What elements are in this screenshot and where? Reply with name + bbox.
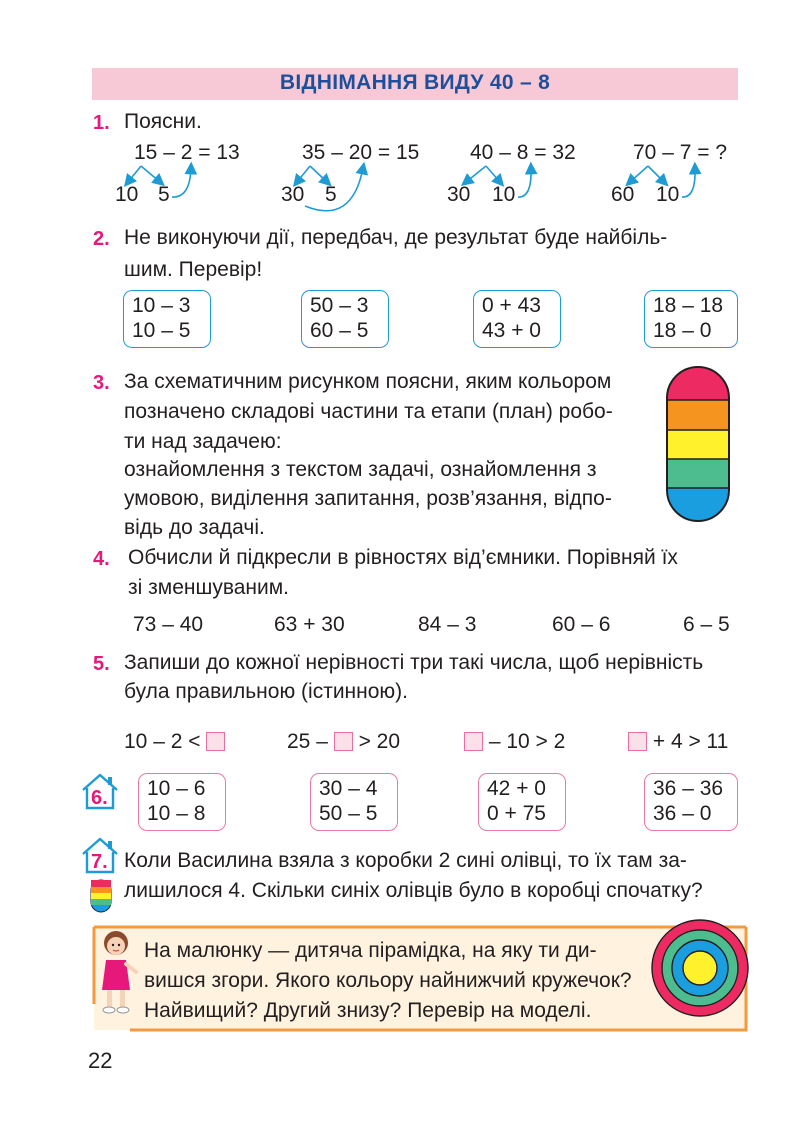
task3-line: ти над задачею: bbox=[124, 430, 282, 453]
task5-text-line1: Запиши до кожної нерівності три такі числа, щоб нерівність bbox=[124, 651, 704, 674]
task1-part-b: 10 bbox=[656, 183, 680, 206]
task3-line: За схематичним рисунком поясни, яким кольором bbox=[124, 370, 612, 393]
task4-number: 4. bbox=[93, 548, 110, 570]
box-bottom: 0 + 75 bbox=[487, 802, 546, 825]
task1-text: Поясни. bbox=[124, 110, 202, 133]
task1-expr: 70 – 7 = ? bbox=[633, 141, 727, 164]
inequality bbox=[628, 730, 728, 754]
answer-square[interactable] bbox=[206, 732, 225, 751]
page-number: 22 bbox=[88, 1048, 113, 1073]
task6-number: 6. bbox=[91, 787, 108, 809]
box-bottom: 10 – 8 bbox=[147, 802, 206, 825]
task7-text-line2: лишилося 4. Скільки синіх олівців було в коробці спочатку? bbox=[124, 879, 703, 902]
task4-expr: 84 – 3 bbox=[418, 613, 477, 636]
task4-text-line1: Обчисли й підкресли в рівностях від’ємники. Порівняй їх bbox=[128, 546, 678, 569]
scheme-segment bbox=[664, 364, 732, 400]
inequality bbox=[124, 730, 225, 754]
box-top: 10 – 6 bbox=[147, 777, 206, 800]
box-top: 18 – 18 bbox=[653, 294, 724, 317]
box-bottom: 36 – 0 bbox=[653, 802, 712, 825]
box-top: 36 – 36 bbox=[653, 777, 724, 800]
task-plan-scheme bbox=[664, 364, 732, 524]
mini-pyramid-icon bbox=[88, 878, 114, 914]
page-title: ВІДНІМАННЯ ВИДУ 40 – 8 bbox=[279, 71, 551, 94]
box-top: 50 – 3 bbox=[310, 294, 369, 317]
box-bottom: 10 – 5 bbox=[132, 319, 191, 342]
task3-line: умовою, виділення запитання, розв’язання, відпо- bbox=[124, 487, 612, 510]
box-top: 10 – 3 bbox=[132, 294, 191, 317]
inequality-right: – 10 > 2 bbox=[488, 730, 566, 753]
task4-expr: 6 – 5 bbox=[683, 613, 730, 636]
decomposition-arrows bbox=[0, 0, 800, 230]
task1-expr: 15 – 2 = 13 bbox=[134, 141, 240, 164]
task2-text-line2: шим. Перевір! bbox=[124, 258, 263, 281]
task1-part-b: 5 bbox=[325, 183, 337, 206]
task2-box bbox=[473, 290, 561, 348]
task6-box bbox=[138, 773, 226, 831]
girl-illustration bbox=[94, 928, 142, 1020]
task2-number: 2. bbox=[93, 228, 110, 250]
note-line: На малюнку — дитяча пірамідка, на яку ти ди- bbox=[144, 939, 597, 962]
task4-expr: 60 – 6 bbox=[552, 613, 611, 636]
scheme-segment bbox=[664, 430, 732, 459]
task1-part-b: 10 bbox=[492, 183, 516, 206]
task1-part-a: 10 bbox=[115, 183, 139, 206]
task1-expr: 40 – 8 = 32 bbox=[470, 141, 576, 164]
task4-expr: 63 + 30 bbox=[274, 613, 345, 636]
answer-square[interactable] bbox=[334, 732, 353, 751]
task1-number: 1. bbox=[93, 112, 110, 134]
task3-number: 3. bbox=[93, 372, 110, 394]
pyramid-top-view bbox=[648, 916, 752, 1020]
task6-box bbox=[478, 773, 566, 831]
box-bottom: 43 + 0 bbox=[482, 319, 541, 342]
task2-text-line1: Не виконуючи дії, передбач, де результат буде найбіль- bbox=[124, 226, 668, 249]
answer-square[interactable] bbox=[464, 732, 483, 751]
task3-line: відь до задачі. bbox=[124, 516, 265, 539]
task2-box bbox=[123, 290, 211, 348]
inequality-right: + 4 > 11 bbox=[652, 730, 729, 753]
scheme-segment bbox=[664, 400, 732, 430]
task1-part-a: 30 bbox=[447, 183, 471, 206]
scheme-segment bbox=[664, 488, 732, 524]
inequality-right: > 20 bbox=[358, 730, 401, 753]
task4-expr: 73 – 40 bbox=[133, 613, 204, 636]
task1-part-b: 5 bbox=[158, 183, 170, 206]
task2-box bbox=[644, 290, 738, 348]
task3-line: ознайомлення з текстом задачі, ознайомлення з bbox=[124, 458, 597, 481]
task5-number: 5. bbox=[93, 653, 110, 675]
box-top: 0 + 43 bbox=[482, 294, 541, 317]
task1-expr: 35 – 20 = 15 bbox=[302, 141, 420, 164]
box-top: 30 – 4 bbox=[319, 777, 378, 800]
ring-inner bbox=[683, 951, 717, 985]
task3-line: позначено складові частини та етапи (план) робо- bbox=[124, 400, 613, 423]
task7-text-line1: Коли Василина взяла з коробки 2 сині олівці, то їх там за- bbox=[124, 849, 687, 872]
inequality-left: 10 – 2 < bbox=[124, 730, 201, 753]
task5-text-line2: була правильною (істинною). bbox=[124, 680, 409, 703]
task1-part-a: 60 bbox=[611, 183, 635, 206]
answer-square[interactable] bbox=[628, 732, 647, 751]
note-line: вишся згори. Якого кольору найнижчий кружечок? bbox=[144, 969, 632, 992]
task6-box bbox=[310, 773, 398, 831]
box-bottom: 18 – 0 bbox=[653, 319, 712, 342]
note-line: Найвищий? Другий знизу? Перевір на моделі. bbox=[144, 999, 592, 1022]
task4-text-line2: зі зменшуваним. bbox=[128, 576, 290, 599]
inequality bbox=[287, 730, 400, 754]
box-bottom: 60 – 5 bbox=[310, 319, 369, 342]
box-bottom: 50 – 5 bbox=[319, 802, 378, 825]
inequality bbox=[464, 730, 565, 754]
scheme-segment bbox=[664, 459, 732, 488]
task2-box bbox=[301, 290, 389, 348]
task6-box bbox=[644, 773, 738, 831]
task7-number: 7. bbox=[91, 851, 108, 873]
box-top: 42 + 0 bbox=[487, 777, 546, 800]
task1-part-a: 30 bbox=[281, 183, 305, 206]
inequality-left: 25 – bbox=[287, 730, 328, 753]
